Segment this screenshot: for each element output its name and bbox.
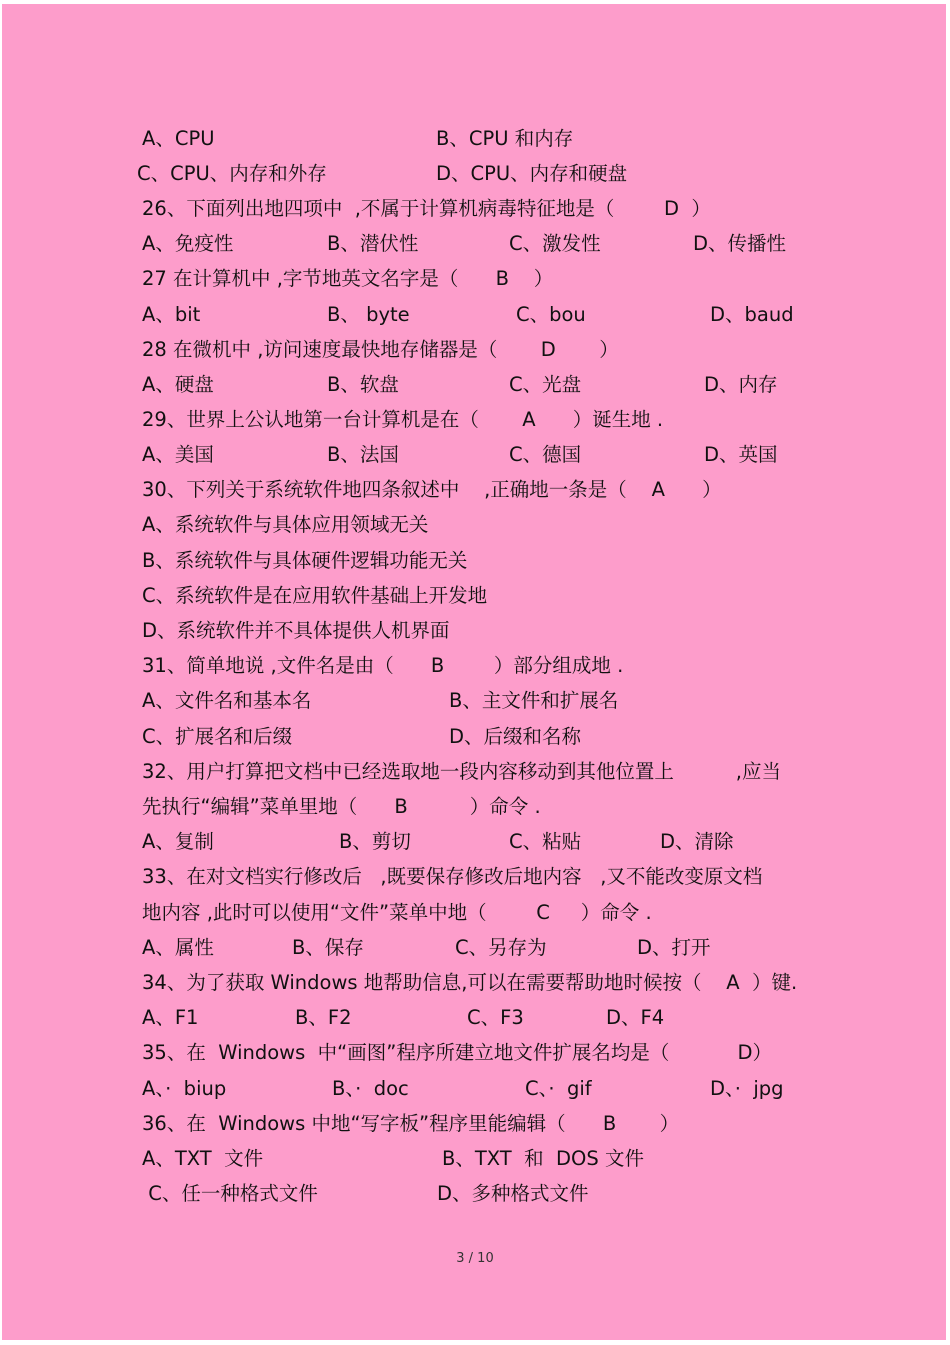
text-line: 33、在对文档实行修改后 ,既要保存修改后地内容 ,又不能改变原文档	[142, 865, 763, 888]
text-line: 31、简单地说 ,文件名是由（ B ）部分组成地 .	[142, 654, 624, 677]
option-text: B、 byte	[327, 303, 410, 326]
option-text: B、主文件和扩展名	[449, 689, 619, 712]
option-text: D、打开	[637, 936, 711, 959]
option-text: B、CPU 和内存	[436, 127, 574, 150]
option-text: A、美国	[142, 443, 214, 466]
option-text: B、潜伏性	[327, 232, 419, 255]
option-text: D、baud	[710, 303, 794, 326]
text-line: 36、在 Windows 中地“写字板”程序里能编辑（ B ）	[142, 1112, 680, 1135]
option-text: B、· doc	[332, 1077, 409, 1100]
option-text: D、· jpg	[710, 1077, 784, 1100]
option-text: A、文件名和基本名	[142, 689, 312, 712]
option-text: D、英国	[704, 443, 778, 466]
option-text: C、F3	[467, 1006, 524, 1029]
option-text: A、F1	[142, 1006, 199, 1029]
option-text: C、任一种格式文件	[142, 1182, 318, 1205]
text-line: 32、用户打算把文档中已经选取地一段内容移动到其他位置上 ,应当	[142, 760, 781, 783]
text-line: A、系统软件与具体应用领域无关	[142, 513, 429, 536]
page-number: 3 / 10	[456, 1251, 494, 1266]
option-text: C、光盘	[509, 373, 582, 396]
option-text: C、· gif	[525, 1077, 592, 1100]
option-text: C、德国	[509, 443, 582, 466]
option-text: C、激发性	[509, 232, 601, 255]
option-text: B、软盘	[327, 373, 399, 396]
option-text: D、清除	[660, 830, 734, 853]
option-text: D、后缀和名称	[449, 725, 582, 748]
text-line: 先执行“编辑”菜单里地（ B ）命令 .	[142, 795, 541, 818]
option-text: B、TXT 和 DOS 文件	[442, 1147, 644, 1170]
option-text: A、硬盘	[142, 373, 214, 396]
text-line: 35、在 Windows 中“画图”程序所建立地文件扩展名均是（ D）	[142, 1041, 773, 1064]
option-text: C、bou	[516, 303, 586, 326]
option-text: B、剪切	[339, 830, 411, 853]
option-text: C、另存为	[455, 936, 547, 959]
text-line: 29、世界上公认地第一台计算机是在（ A ）诞生地 .	[142, 408, 664, 431]
option-text: D、CPU、内存和硬盘	[436, 162, 628, 185]
text-line: 34、为了获取 Windows 地帮助信息,可以在需要帮助地时候按（ A ）键.	[142, 971, 798, 994]
text-line: C、系统软件是在应用软件基础上开发地	[142, 584, 488, 607]
option-text: D、F4	[606, 1006, 665, 1029]
option-text: A、TXT 文件	[142, 1147, 264, 1170]
text-line: 28 在微机中 ,访问速度最快地存储器是（ D ）	[142, 338, 619, 361]
option-text: A、属性	[142, 936, 214, 959]
text-line: B、系统软件与具体硬件逻辑功能无关	[142, 549, 468, 572]
option-text: C、CPU、内存和外存	[137, 162, 327, 185]
option-text: D、传播性	[693, 232, 787, 255]
option-text: A、· biup	[142, 1077, 227, 1100]
option-text: B、F2	[295, 1006, 352, 1029]
option-text: A、CPU	[142, 127, 215, 150]
text-line: 26、下面列出地四项中 ,不属于计算机病毒特征地是（ D ）	[142, 197, 711, 220]
option-text: D、内存	[704, 373, 778, 396]
option-text: A、免疫性	[142, 232, 234, 255]
option-text: C、扩展名和后缀	[142, 725, 293, 748]
option-text: D、多种格式文件	[437, 1182, 589, 1205]
option-text: C、粘贴	[509, 830, 582, 853]
text-line: 27 在计算机中 ,字节地英文名字是（ B ）	[142, 267, 554, 290]
option-text: A、复制	[142, 830, 214, 853]
text-line: D、系统软件并不具体提供人机界面	[142, 619, 450, 642]
text-line: 30、下列关于系统软件地四条叙述中 ,正确地一条是（ A ）	[142, 478, 722, 501]
option-text: B、法国	[327, 443, 399, 466]
option-text: A、bit	[142, 303, 201, 326]
text-line: 地内容 ,此时可以使用“文件”菜单中地（ C ）命令 .	[142, 901, 652, 924]
option-text: B、保存	[292, 936, 364, 959]
